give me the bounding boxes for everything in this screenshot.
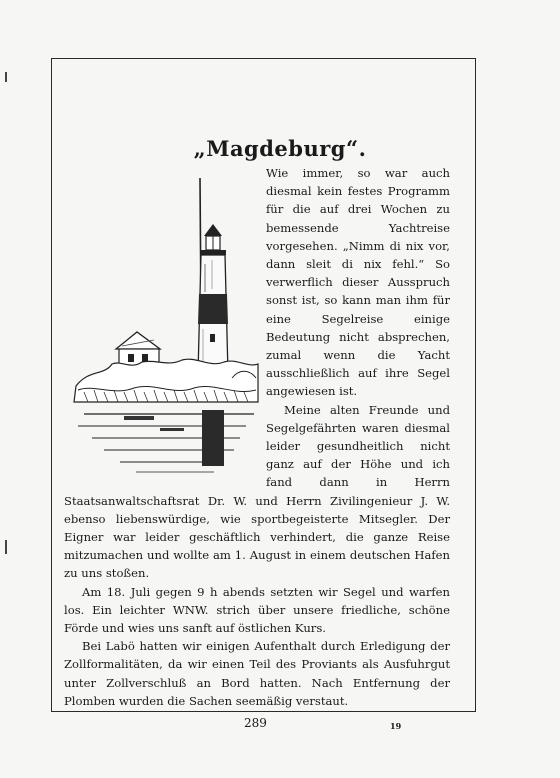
lighthouse-drawing <box>64 164 260 490</box>
scan-edge-mark <box>5 72 7 82</box>
paragraph: Wie immer, so war auch diesmal kein festes Programm für die auf drei Wochen zu bemessende Yachtreise vorgesehen. „Nimm di nix vor, dann sleit di nix fehl.“ So verwerflich dieser Ausspruch sonst ist, so kann man ihm für eine Segelreise einige Bedeutung nicht absprechen, zumal wenn die Yacht ausschließlich auf ihre Segel angewiesen ist. <box>266 166 450 399</box>
page-number: 289 <box>244 716 267 730</box>
paragraph: Am 18. Juli gegen 9 h abends setzten wir Segel und warfen los. Ein leichter WNW. strich über unsere friedliche, schöne Förde und wies uns sanft auf östlichen Kurs. <box>64 584 450 636</box>
body-text <box>64 164 450 710</box>
chapter-title: „Magdeburg“. <box>193 136 367 161</box>
lighthouse-illustration <box>64 164 260 490</box>
signature-mark: 19 <box>390 721 402 731</box>
paragraph: Bei Labö hatten wir einigen Aufenthalt durch Erledigung der Zollformalitäten, da wir einen Teil des Proviants als Ausfuhrgut unter Zollverschluß an Bord hatten. Nach Entfernung der Plomben wurden die Sachen seemäßig verstaut. <box>64 639 450 708</box>
paragraph: Meine alten Freunde und Segelgefährten waren diesmal leider gesundheitlich nicht ganz auf der Höhe und ich fand dann in Herrn Staatsanwaltschaftsrat Dr. W. und Herrn Zivilingenieur J. W. ebenso liebenswürdige, wie sportbegeisterte Mitsegler. Der Eigner war leider geschäftlich verhindert, die ganze Reise mitzumachen und wollte am 1. August in einem deutschen Hafen zu uns stoßen. <box>64 402 450 581</box>
scan-edge-mark <box>5 540 7 554</box>
